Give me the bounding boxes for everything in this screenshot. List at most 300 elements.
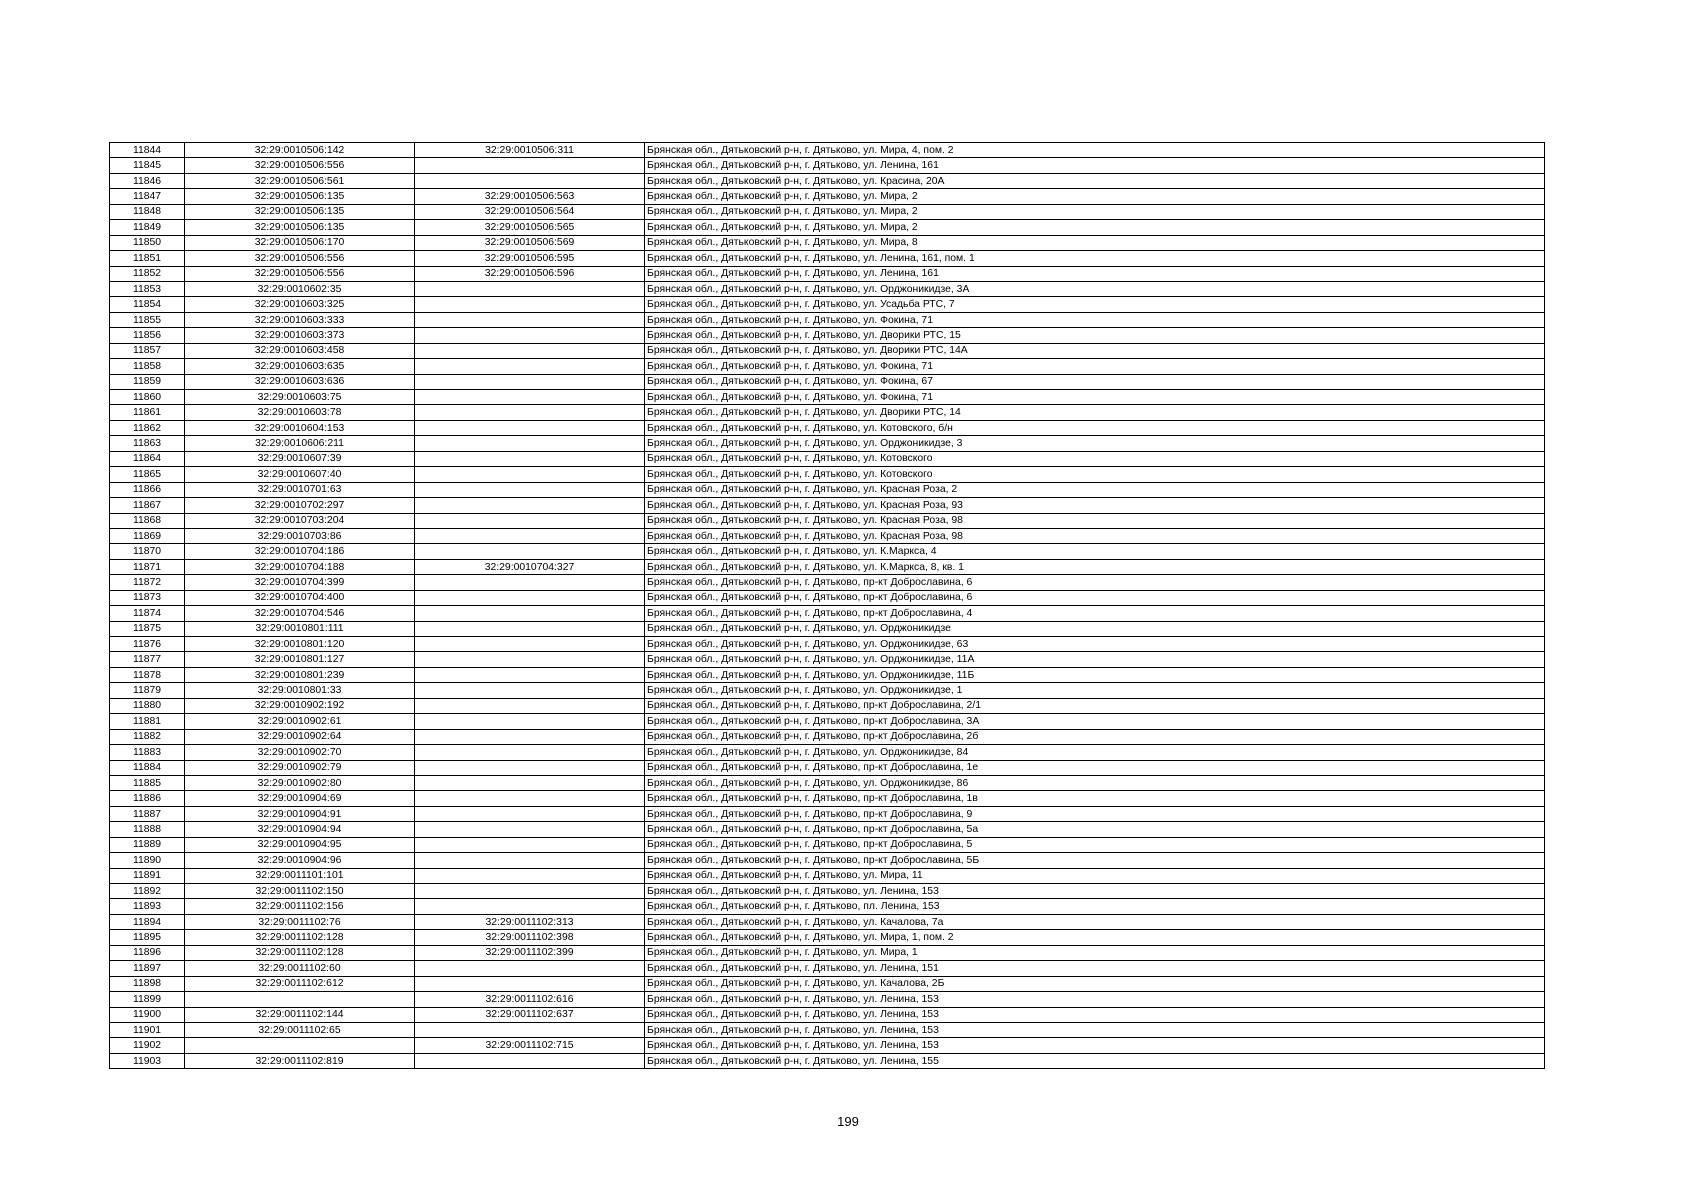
cadastral-number-cell: 32:29:0010506:170 [185, 235, 415, 250]
address-cell: Брянская обл., Дятьковский р-н, г. Дятьково, ул. Мира, 1 [645, 945, 1545, 960]
address-cell: Брянская обл., Дятьковский р-н, г. Дятьково, ул. Ленина, 161 [645, 158, 1545, 173]
object-number-cell [415, 374, 645, 389]
row-number-cell: 11845 [110, 158, 185, 173]
table-row [110, 1053, 1545, 1068]
object-number-cell: 32:29:0011102:313 [415, 914, 645, 929]
address-cell: Брянская обл., Дятьковский р-н, г. Дятьково, ул. Ленина, 153 [645, 1007, 1545, 1022]
cadastral-number-cell: 32:29:0010602:35 [185, 281, 415, 296]
row-number-cell: 11894 [110, 914, 185, 929]
address-cell: Брянская обл., Дятьковский р-н, г. Дятьково, пр-кт Доброславина, 6 [645, 575, 1545, 590]
row-number-cell: 11889 [110, 837, 185, 852]
row-number-cell: 11882 [110, 729, 185, 744]
table-row [110, 420, 1545, 435]
address-cell: Брянская обл., Дятьковский р-н, г. Дятьково, ул. Фокина, 71 [645, 359, 1545, 374]
row-number-cell: 11870 [110, 544, 185, 559]
cadastral-number-cell: 32:29:0010607:39 [185, 451, 415, 466]
address-cell: Брянская обл., Дятьковский р-н, г. Дятьково, ул. Дворики РТС, 15 [645, 328, 1545, 343]
table-row [110, 914, 1545, 929]
table-row [110, 822, 1545, 837]
table-row [110, 729, 1545, 744]
cadastral-number-cell: 32:29:0010902:64 [185, 729, 415, 744]
table-row [110, 837, 1545, 852]
object-number-cell: 32:29:0011102:715 [415, 1038, 645, 1053]
object-number-cell [415, 359, 645, 374]
row-number-cell: 11897 [110, 961, 185, 976]
row-number-cell: 11903 [110, 1053, 185, 1068]
document-page [109, 142, 1544, 1069]
address-cell: Брянская обл., Дятьковский р-н, г. Дятьково, пр-кт Доброславина, 9 [645, 806, 1545, 821]
table-row [110, 930, 1545, 945]
table-row [110, 235, 1545, 250]
object-number-cell [415, 544, 645, 559]
address-cell: Брянская обл., Дятьковский р-н, г. Дятьково, пр-кт Доброславина, 5Б [645, 853, 1545, 868]
row-number-cell: 11901 [110, 1022, 185, 1037]
cadastral-number-cell: 32:29:0011102:612 [185, 976, 415, 991]
row-number-cell: 11865 [110, 467, 185, 482]
row-number-cell: 11875 [110, 621, 185, 636]
cadastral-number-cell: 32:29:0010607:40 [185, 467, 415, 482]
object-number-cell [415, 667, 645, 682]
cadastral-number-cell: 32:29:0010603:635 [185, 359, 415, 374]
address-cell: Брянская обл., Дятьковский р-н, г. Дятьково, ул. Орджоникидзе [645, 621, 1545, 636]
table-row [110, 961, 1545, 976]
table-row [110, 606, 1545, 621]
address-cell: Брянская обл., Дятьковский р-н, г. Дятьково, ул. Ленина, 153 [645, 992, 1545, 1007]
cadastral-number-cell: 32:29:0010704:188 [185, 559, 415, 574]
cadastral-number-cell: 32:29:0010904:69 [185, 791, 415, 806]
table-row [110, 683, 1545, 698]
address-cell: Брянская обл., Дятьковский р-н, г. Дятьково, пр-кт Доброславина, 2б [645, 729, 1545, 744]
row-number-cell: 11850 [110, 235, 185, 250]
cadastral-number-cell: 32:29:0010801:127 [185, 652, 415, 667]
table-row [110, 899, 1545, 914]
address-cell: Брянская обл., Дятьковский р-н, г. Дятьково, ул. Красная Роза, 98 [645, 528, 1545, 543]
row-number-cell: 11899 [110, 992, 185, 1007]
object-number-cell [415, 498, 645, 513]
cadastral-number-cell: 32:29:0010902:80 [185, 775, 415, 790]
table-row [110, 992, 1545, 1007]
row-number-cell: 11890 [110, 853, 185, 868]
row-number-cell: 11860 [110, 390, 185, 405]
table-row [110, 498, 1545, 513]
table-row [110, 760, 1545, 775]
address-cell: Брянская обл., Дятьковский р-н, г. Дятьково, ул. Ленина, 153 [645, 884, 1545, 899]
cadastral-number-cell [185, 1038, 415, 1053]
cadastral-number-cell: 32:29:0010904:96 [185, 853, 415, 868]
object-number-cell [415, 606, 645, 621]
cadastral-number-cell: 32:29:0010603:325 [185, 297, 415, 312]
object-number-cell [415, 405, 645, 420]
address-cell: Брянская обл., Дятьковский р-н, г. Дятьково, ул. Усадьба РТС, 7 [645, 297, 1545, 312]
address-cell: Брянская обл., Дятьковский р-н, г. Дятьково, ул. Орджоникидзе, 11Б [645, 667, 1545, 682]
row-number-cell: 11900 [110, 1007, 185, 1022]
table-row [110, 328, 1545, 343]
address-cell: Брянская обл., Дятьковский р-н, г. Дятьково, пр-кт Доброславина, 2/1 [645, 698, 1545, 713]
address-cell: Брянская обл., Дятьковский р-н, г. Дятьково, пр-кт Доброславина, 5 [645, 837, 1545, 852]
object-number-cell: 32:29:0011102:398 [415, 930, 645, 945]
cadastral-number-cell: 32:29:0010506:556 [185, 251, 415, 266]
object-number-cell: 32:29:0010506:569 [415, 235, 645, 250]
address-cell: Брянская обл., Дятьковский р-н, г. Дятьково, ул. Мира, 2 [645, 189, 1545, 204]
table-row [110, 374, 1545, 389]
row-number-cell: 11847 [110, 189, 185, 204]
object-number-cell [415, 451, 645, 466]
table-row [110, 853, 1545, 868]
object-number-cell: 32:29:0010506:564 [415, 204, 645, 219]
row-number-cell: 11887 [110, 806, 185, 821]
row-number-cell: 11898 [110, 976, 185, 991]
table-row [110, 297, 1545, 312]
row-number-cell: 11892 [110, 884, 185, 899]
table-row [110, 343, 1545, 358]
row-number-cell: 11880 [110, 698, 185, 713]
row-number-cell: 11876 [110, 637, 185, 652]
object-number-cell [415, 528, 645, 543]
object-number-cell [415, 158, 645, 173]
cadastral-number-cell: 32:29:0010704:399 [185, 575, 415, 590]
table-row [110, 204, 1545, 219]
row-number-cell: 11863 [110, 436, 185, 451]
cadastral-number-cell: 32:29:0010902:79 [185, 760, 415, 775]
cadastral-number-cell: 32:29:0010801:120 [185, 637, 415, 652]
table-row [110, 667, 1545, 682]
cadastral-number-cell: 32:29:0011102:819 [185, 1053, 415, 1068]
object-number-cell [415, 976, 645, 991]
address-cell: Брянская обл., Дятьковский р-н, г. Дятьково, ул. Красная Роза, 2 [645, 482, 1545, 497]
object-number-cell: 32:29:0010506:311 [415, 143, 645, 158]
object-number-cell [415, 173, 645, 188]
address-cell: Брянская обл., Дятьковский р-н, г. Дятьково, ул. К.Маркса, 8, кв. 1 [645, 559, 1545, 574]
address-cell: Брянская обл., Дятьковский р-н, г. Дятьково, ул. Красная Роза, 98 [645, 513, 1545, 528]
object-number-cell [415, 698, 645, 713]
table-row [110, 1007, 1545, 1022]
row-number-cell: 11855 [110, 312, 185, 327]
cadastral-number-cell: 32:29:0010704:546 [185, 606, 415, 621]
cadastral-number-cell: 32:29:0010506:135 [185, 189, 415, 204]
row-number-cell: 11857 [110, 343, 185, 358]
row-number-cell: 11881 [110, 714, 185, 729]
object-number-cell [415, 868, 645, 883]
table-row [110, 451, 1545, 466]
cadastral-number-cell: 32:29:0010603:75 [185, 390, 415, 405]
table-row [110, 143, 1545, 158]
address-cell: Брянская обл., Дятьковский р-н, г. Дятьково, ул. Ленина, 151 [645, 961, 1545, 976]
row-number-cell: 11879 [110, 683, 185, 698]
cadastral-number-cell: 32:29:0011101:101 [185, 868, 415, 883]
table-row [110, 281, 1545, 296]
address-cell: Брянская обл., Дятьковский р-н, г. Дятьково, ул. Дворики РТС, 14 [645, 405, 1545, 420]
address-cell: Брянская обл., Дятьковский р-н, г. Дятьково, пр-кт Доброславина, 6 [645, 590, 1545, 605]
object-number-cell [415, 961, 645, 976]
row-number-cell: 11891 [110, 868, 185, 883]
object-number-cell [415, 884, 645, 899]
row-number-cell: 11893 [110, 899, 185, 914]
table-row [110, 559, 1545, 574]
cadastral-number-cell: 32:29:0011102:128 [185, 930, 415, 945]
object-number-cell [415, 575, 645, 590]
object-number-cell: 32:29:0010506:595 [415, 251, 645, 266]
object-number-cell [415, 482, 645, 497]
object-number-cell [415, 791, 645, 806]
cadastral-number-cell: 32:29:0010603:78 [185, 405, 415, 420]
row-number-cell: 11896 [110, 945, 185, 960]
table-row [110, 220, 1545, 235]
row-number-cell: 11871 [110, 559, 185, 574]
row-number-cell: 11852 [110, 266, 185, 281]
row-number-cell: 11858 [110, 359, 185, 374]
table-row [110, 251, 1545, 266]
object-number-cell [415, 513, 645, 528]
address-cell: Брянская обл., Дятьковский р-н, г. Дятьково, ул. Качалова, 2Б [645, 976, 1545, 991]
cadastral-number-cell: 32:29:0010702:297 [185, 498, 415, 513]
address-cell: Брянская обл., Дятьковский р-н, г. Дятьково, ул. Фокина, 67 [645, 374, 1545, 389]
cadastral-number-cell: 32:29:0010603:333 [185, 312, 415, 327]
row-number-cell: 11895 [110, 930, 185, 945]
property-register-table [109, 142, 1545, 1069]
cadastral-number-cell: 32:29:0010904:94 [185, 822, 415, 837]
cadastral-number-cell: 32:29:0010703:86 [185, 528, 415, 543]
object-number-cell: 32:29:0011102:637 [415, 1007, 645, 1022]
table-body [110, 143, 1545, 1069]
address-cell: Брянская обл., Дятьковский р-н, г. Дятьково, ул. Орджоникидзе, 84 [645, 745, 1545, 760]
cadastral-number-cell: 32:29:0010506:556 [185, 266, 415, 281]
cadastral-number-cell: 32:29:0011102:65 [185, 1022, 415, 1037]
object-number-cell [415, 760, 645, 775]
address-cell: Брянская обл., Дятьковский р-н, г. Дятьково, ул. Котовского [645, 451, 1545, 466]
address-cell: Брянская обл., Дятьковский р-н, г. Дятьково, ул. Мира, 2 [645, 204, 1545, 219]
address-cell: Брянская обл., Дятьковский р-н, г. Дятьково, ул. Орджоникидзе, 86 [645, 775, 1545, 790]
cadastral-number-cell: 32:29:0010506:142 [185, 143, 415, 158]
table-row [110, 312, 1545, 327]
table-row [110, 1038, 1545, 1053]
cadastral-number-cell: 32:29:0010701:63 [185, 482, 415, 497]
row-number-cell: 11885 [110, 775, 185, 790]
object-number-cell [415, 328, 645, 343]
address-cell: Брянская обл., Дятьковский р-н, г. Дятьково, пл. Ленина, 153 [645, 899, 1545, 914]
row-number-cell: 11877 [110, 652, 185, 667]
cadastral-number-cell: 32:29:0011102:150 [185, 884, 415, 899]
address-cell: Брянская обл., Дятьковский р-н, г. Дятьково, ул. Орджоникидзе, 63 [645, 637, 1545, 652]
cadastral-number-cell: 32:29:0011102:76 [185, 914, 415, 929]
row-number-cell: 11878 [110, 667, 185, 682]
address-cell: Брянская обл., Дятьковский р-н, г. Дятьково, ул. Мира, 1, пом. 2 [645, 930, 1545, 945]
table-row [110, 173, 1545, 188]
address-cell: Брянская обл., Дятьковский р-н, г. Дятьково, ул. Мира, 8 [645, 235, 1545, 250]
object-number-cell [415, 729, 645, 744]
row-number-cell: 11846 [110, 173, 185, 188]
table-row [110, 590, 1545, 605]
object-number-cell: 32:29:0010704:327 [415, 559, 645, 574]
cadastral-number-cell: 32:29:0010603:373 [185, 328, 415, 343]
row-number-cell: 11867 [110, 498, 185, 513]
row-number-cell: 11886 [110, 791, 185, 806]
object-number-cell [415, 775, 645, 790]
row-number-cell: 11849 [110, 220, 185, 235]
cadastral-number-cell: 32:29:0010902:192 [185, 698, 415, 713]
object-number-cell [415, 652, 645, 667]
table-row [110, 714, 1545, 729]
row-number-cell: 11861 [110, 405, 185, 420]
row-number-cell: 11864 [110, 451, 185, 466]
object-number-cell [415, 714, 645, 729]
table-row [110, 158, 1545, 173]
address-cell: Брянская обл., Дятьковский р-н, г. Дятьково, ул. Дворики РТС, 14А [645, 343, 1545, 358]
cadastral-number-cell: 32:29:0010704:400 [185, 590, 415, 605]
object-number-cell [415, 621, 645, 636]
table-row [110, 621, 1545, 636]
cadastral-number-cell: 32:29:0010606:211 [185, 436, 415, 451]
object-number-cell [415, 853, 645, 868]
object-number-cell [415, 436, 645, 451]
table-row [110, 745, 1545, 760]
table-row [110, 575, 1545, 590]
object-number-cell [415, 683, 645, 698]
cadastral-number-cell: 32:29:0010604:153 [185, 420, 415, 435]
row-number-cell: 11854 [110, 297, 185, 312]
row-number-cell: 11902 [110, 1038, 185, 1053]
table-row [110, 637, 1545, 652]
address-cell: Брянская обл., Дятьковский р-н, г. Дятьково, пр-кт Доброславина, 4 [645, 606, 1545, 621]
row-number-cell: 11848 [110, 204, 185, 219]
row-number-cell: 11872 [110, 575, 185, 590]
object-number-cell [415, 390, 645, 405]
cadastral-number-cell: 32:29:0010801:33 [185, 683, 415, 698]
cadastral-number-cell: 32:29:0010506:556 [185, 158, 415, 173]
table-row [110, 467, 1545, 482]
cadastral-number-cell: 32:29:0010506:135 [185, 220, 415, 235]
row-number-cell: 11884 [110, 760, 185, 775]
object-number-cell: 32:29:0010506:563 [415, 189, 645, 204]
table-row [110, 528, 1545, 543]
table-row [110, 806, 1545, 821]
table-row [110, 390, 1545, 405]
cadastral-number-cell: 32:29:0011102:60 [185, 961, 415, 976]
address-cell: Брянская обл., Дятьковский р-н, г. Дятьково, ул. Фокина, 71 [645, 390, 1545, 405]
cadastral-number-cell: 32:29:0010801:239 [185, 667, 415, 682]
row-number-cell: 11888 [110, 822, 185, 837]
cadastral-number-cell: 32:29:0010506:561 [185, 173, 415, 188]
address-cell: Брянская обл., Дятьковский р-н, г. Дятьково, ул. К.Маркса, 4 [645, 544, 1545, 559]
row-number-cell: 11868 [110, 513, 185, 528]
object-number-cell [415, 343, 645, 358]
address-cell: Брянская обл., Дятьковский р-н, г. Дятьково, ул. Орджоникидзе, 1 [645, 683, 1545, 698]
cadastral-number-cell [185, 992, 415, 1007]
object-number-cell [415, 420, 645, 435]
table-row [110, 436, 1545, 451]
address-cell: Брянская обл., Дятьковский р-н, г. Дятьково, ул. Котовского [645, 467, 1545, 482]
address-cell: Брянская обл., Дятьковский р-н, г. Дятьково, пр-кт Доброславина, 5а [645, 822, 1545, 837]
cadastral-number-cell: 32:29:0010904:91 [185, 806, 415, 821]
address-cell: Брянская обл., Дятьковский р-н, г. Дятьково, пр-кт Доброславина, 1е [645, 760, 1545, 775]
table-row [110, 1022, 1545, 1037]
address-cell: Брянская обл., Дятьковский р-н, г. Дятьково, ул. Ленина, 161 [645, 266, 1545, 281]
object-number-cell: 32:29:0011102:399 [415, 945, 645, 960]
address-cell: Брянская обл., Дятьковский р-н, г. Дятьково, ул. Ленина, 161, пом. 1 [645, 251, 1545, 266]
cadastral-number-cell: 32:29:0010801:111 [185, 621, 415, 636]
object-number-cell [415, 590, 645, 605]
address-cell: Брянская обл., Дятьковский р-н, г. Дятьково, ул. Красная Роза, 93 [645, 498, 1545, 513]
cadastral-number-cell: 32:29:0010902:70 [185, 745, 415, 760]
table-row [110, 482, 1545, 497]
cadastral-number-cell: 32:29:0010603:636 [185, 374, 415, 389]
table-row [110, 405, 1545, 420]
cadastral-number-cell: 32:29:0010703:204 [185, 513, 415, 528]
table-row [110, 791, 1545, 806]
table-row [110, 698, 1545, 713]
row-number-cell: 11873 [110, 590, 185, 605]
table-row [110, 775, 1545, 790]
address-cell: Брянская обл., Дятьковский р-н, г. Дятьково, ул. Красина, 20А [645, 173, 1545, 188]
address-cell: Брянская обл., Дятьковский р-н, г. Дятьково, ул. Мира, 11 [645, 868, 1545, 883]
table-row [110, 359, 1545, 374]
object-number-cell [415, 297, 645, 312]
address-cell: Брянская обл., Дятьковский р-н, г. Дятьково, пр-кт Доброславина, 1в [645, 791, 1545, 806]
address-cell: Брянская обл., Дятьковский р-н, г. Дятьково, ул. Фокина, 71 [645, 312, 1545, 327]
table-row [110, 513, 1545, 528]
address-cell: Брянская обл., Дятьковский р-н, г. Дятьково, пр-кт Доброславина, 3А [645, 714, 1545, 729]
address-cell: Брянская обл., Дятьковский р-н, г. Дятьково, ул. Качалова, 7а [645, 914, 1545, 929]
object-number-cell: 32:29:0010506:596 [415, 266, 645, 281]
object-number-cell [415, 806, 645, 821]
table-row [110, 544, 1545, 559]
object-number-cell: 32:29:0011102:616 [415, 992, 645, 1007]
row-number-cell: 11866 [110, 482, 185, 497]
cadastral-number-cell: 32:29:0010603:458 [185, 343, 415, 358]
cadastral-number-cell: 32:29:0010904:95 [185, 837, 415, 852]
object-number-cell [415, 312, 645, 327]
object-number-cell [415, 637, 645, 652]
table-row [110, 945, 1545, 960]
address-cell: Брянская обл., Дятьковский р-н, г. Дятьково, ул. Орджоникидзе, 3 [645, 436, 1545, 451]
row-number-cell: 11862 [110, 420, 185, 435]
row-number-cell: 11851 [110, 251, 185, 266]
table-row [110, 868, 1545, 883]
row-number-cell: 11844 [110, 143, 185, 158]
row-number-cell: 11853 [110, 281, 185, 296]
table-row [110, 652, 1545, 667]
cadastral-number-cell: 32:29:0011102:156 [185, 899, 415, 914]
cadastral-number-cell: 32:29:0010506:135 [185, 204, 415, 219]
row-number-cell: 11856 [110, 328, 185, 343]
object-number-cell [415, 1022, 645, 1037]
object-number-cell [415, 281, 645, 296]
table-row [110, 189, 1545, 204]
page-number: 199 [837, 1114, 859, 1129]
cadastral-number-cell: 32:29:0011102:144 [185, 1007, 415, 1022]
address-cell: Брянская обл., Дятьковский р-н, г. Дятьково, ул. Ленина, 155 [645, 1053, 1545, 1068]
address-cell: Брянская обл., Дятьковский р-н, г. Дятьково, ул. Орджоникидзе, 3А [645, 281, 1545, 296]
object-number-cell [415, 467, 645, 482]
address-cell: Брянская обл., Дятьковский р-н, г. Дятьково, ул. Ленина, 153 [645, 1022, 1545, 1037]
cadastral-number-cell: 32:29:0011102:128 [185, 945, 415, 960]
object-number-cell [415, 1053, 645, 1068]
address-cell: Брянская обл., Дятьковский р-н, г. Дятьково, ул. Мира, 2 [645, 220, 1545, 235]
address-cell: Брянская обл., Дятьковский р-н, г. Дятьково, ул. Котовского, б/н [645, 420, 1545, 435]
row-number-cell: 11859 [110, 374, 185, 389]
object-number-cell [415, 837, 645, 852]
table-row [110, 884, 1545, 899]
address-cell: Брянская обл., Дятьковский р-н, г. Дятьково, ул. Ленина, 153 [645, 1038, 1545, 1053]
object-number-cell: 32:29:0010506:565 [415, 220, 645, 235]
cadastral-number-cell: 32:29:0010902:61 [185, 714, 415, 729]
row-number-cell: 11869 [110, 528, 185, 543]
address-cell: Брянская обл., Дятьковский р-н, г. Дятьково, ул. Мира, 4, пом. 2 [645, 143, 1545, 158]
object-number-cell [415, 822, 645, 837]
table-row [110, 976, 1545, 991]
object-number-cell [415, 899, 645, 914]
address-cell: Брянская обл., Дятьковский р-н, г. Дятьково, ул. Орджоникидзе, 11А [645, 652, 1545, 667]
table-row [110, 266, 1545, 281]
